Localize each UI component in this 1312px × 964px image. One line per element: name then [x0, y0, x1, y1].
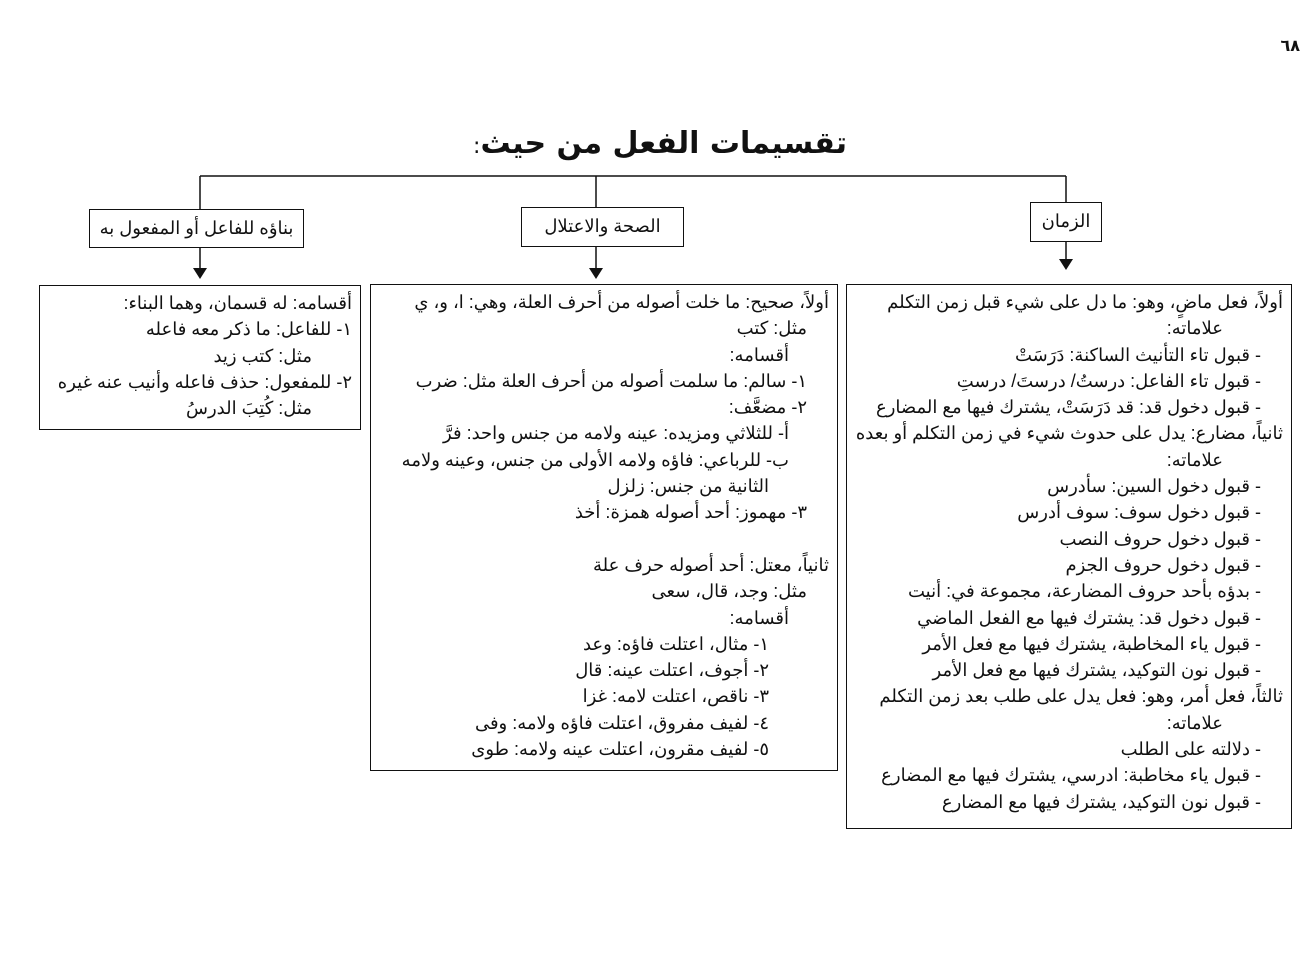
voice-line: ١- للفاعل: ما ذكر معه فاعله	[145, 319, 352, 340]
soundness-line: ٤- لفيف مفروق، اعتلت فاؤه ولامه: وفى	[474, 712, 769, 733]
voice-line: مثل: كُتِبَ الدرسُ	[186, 398, 312, 419]
soundness-box	[370, 284, 838, 771]
voice-line: أقسامه: له قسمان، وهما البناء:	[123, 293, 352, 313]
voice-line: مثل: كتب زيد	[213, 345, 312, 366]
arrow-head-voice	[193, 268, 207, 279]
soundness-line: ٢- مضعَّف:	[728, 397, 807, 418]
time-line: - قبول دخول سوف: سوف أدرس	[1017, 502, 1261, 523]
soundness-line: ٣- ناقص، اعتلت لامه: غزا	[582, 686, 769, 707]
time-line: - قبول تاء الفاعل: درستُ/ درستَ/ درستِ	[956, 370, 1261, 391]
time-line: - قبول نون التوكيد، يشترك فيها مع المضارع	[941, 791, 1261, 812]
time-line: - دلالته على الطلب	[1120, 739, 1261, 760]
time-line: علاماته:	[1166, 712, 1223, 733]
time-line: - قبول دخول حروف الجزم	[1065, 554, 1261, 575]
soundness-line: ثانياً، معتل: أحد أصوله حرف علة	[593, 554, 829, 575]
blank-line	[377, 526, 829, 552]
soundness-line: ٥- لفيف مقرون، اعتلت عينه ولامه: طوى	[471, 739, 769, 760]
branch-soundness: الصحة والاعتلال	[521, 207, 684, 247]
time-line: - قبول نون التوكيد، يشترك فيها مع فعل الأمر	[932, 660, 1261, 681]
soundness-line: ب- للرباعي: فاؤه ولامه الأولى من جنس، وعينه ولامه	[401, 449, 789, 470]
time-line: ثانياً، مضارع: يدل على حدوث شيء في زمن التكلم أو بعده	[855, 423, 1283, 444]
time-line: - قبول تاء التأنيث الساكنة: دَرَسَتْ	[1014, 344, 1261, 365]
soundness-line: مثل: وجد، قال، سعى	[651, 581, 807, 602]
soundness-line: ١- سالم: ما سلمت أصوله من أحرف العلة مثل: ضرب	[415, 370, 807, 391]
soundness-line: ١- مثال، اعتلت فاؤه: وعد	[582, 633, 769, 654]
soundness-line: مثل: كتب	[736, 318, 807, 339]
time-box	[846, 284, 1292, 829]
time-line: - بدؤه بأحد حروف المضارعة، مجموعة في: أنيت	[907, 581, 1261, 602]
time-line: - قبول دخول السين: سأدرس	[1047, 476, 1261, 497]
time-line: أولاً، فعل ماضٍ، وهو: ما دل على شيء قبل زمن التكلم	[887, 292, 1283, 312]
soundness-line: أولاً، صحيح: ما خلت أصوله من أحرف العلة، وهي: ا، و، ي	[414, 292, 829, 312]
soundness-line: أقسامه:	[729, 607, 789, 628]
arrow-head-time	[1059, 259, 1073, 270]
time-line: - قبول دخول حروف النصب	[1059, 528, 1261, 549]
time-line: - قبول ياء المخاطبة، يشترك فيها مع فعل الأمر	[922, 633, 1261, 654]
soundness-line: ٢- أجوف، اعتلت عينه: قال	[575, 660, 769, 681]
voice-box	[39, 285, 361, 430]
time-line: - قبول دخول قد: قد دَرَسَتْ، يشترك فيها مع المضارع	[875, 397, 1261, 418]
branch-time: الزمان	[1030, 202, 1102, 242]
time-line: - قبول دخول قد: يشترك فيها مع الفعل الماضي	[917, 607, 1261, 628]
soundness-line: أقسامه:	[729, 344, 789, 365]
time-line: علاماته:	[1166, 318, 1223, 339]
time-line: ثالثاً، فعل أمر، وهو: فعل يدل على طلب بعد زمن التكلم	[879, 686, 1283, 707]
voice-line: ٢- للمفعول: حذف فاعله وأنيب عنه غيره	[57, 371, 352, 392]
soundness-line: ٣- مهموز: أحد أصوله همزة: أخذ	[574, 502, 807, 523]
page-number: ٦٨	[1280, 36, 1300, 55]
title-text: تقسيمات الفعل من حيث	[480, 126, 847, 161]
time-line: علاماته:	[1166, 449, 1223, 470]
branch-voice: بناؤه للفاعل أو المفعول به	[89, 209, 304, 248]
arrow-head-soundness	[589, 268, 603, 279]
soundness-line: الثانية من جنس: زلزل	[607, 476, 769, 497]
soundness-line: أ- للثلاثي ومزيده: عينه ولامه من جنس واحد: فرَّ	[443, 423, 789, 444]
title-colon: :	[473, 134, 481, 159]
time-line: - قبول ياء مخاطبة: ادرسي، يشترك فيها مع المضارع	[881, 765, 1261, 786]
